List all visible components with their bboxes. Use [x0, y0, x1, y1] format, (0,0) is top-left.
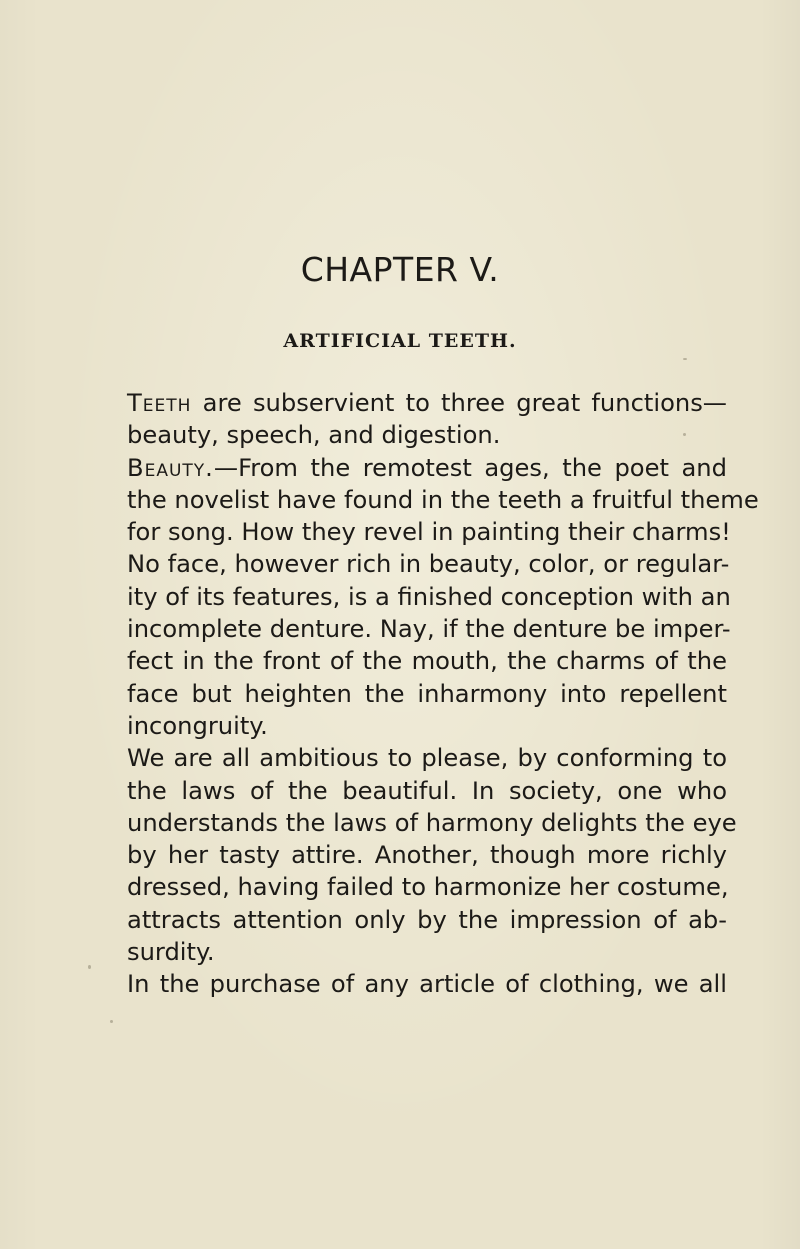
body-text — [105, 387, 759, 1001]
text-line: attracts attention only by the impression of ab- — [127, 905, 727, 934]
text-line: No face, however rich in beauty, color, or regular- — [127, 550, 730, 579]
chapter-heading: CHAPTER V. — [300, 250, 500, 289]
lead-word: Beauty. — [127, 453, 214, 482]
lead-word: Teeth — [127, 389, 192, 417]
section-heading: ARTIFICIAL TEETH. — [283, 330, 517, 352]
text-line: the novelist have found in the teeth a fruitful theme — [127, 485, 759, 514]
paper-speck — [110, 1020, 113, 1023]
text-line: Teeth are subservient to three great functions— — [127, 389, 727, 417]
text-line: In the purchase of any article of clothing, we all — [127, 970, 727, 999]
paper-speck — [683, 433, 686, 436]
text-line: Beauty.—From the remotest ages, the poet and — [127, 453, 727, 482]
text-line: by her tasty attire. Another, though more richly — [127, 841, 727, 870]
text-line: fect in the front of the mouth, the charms of the — [127, 647, 727, 676]
text-line: dressed, having failed to harmonize her costume, — [127, 873, 729, 902]
text-line: beauty, speech, and digestion. — [127, 421, 501, 450]
text-line: surdity. — [127, 938, 215, 967]
paragraph-ambition — [105, 742, 737, 968]
text-line: incongruity. — [127, 711, 268, 740]
text-line: incomplete denture. Nay, if the denture be imper- — [127, 615, 731, 644]
text-line: ity of its features, is a finished conception with an — [127, 582, 731, 611]
text-line: the laws of the beautiful. In society, one who — [127, 776, 727, 805]
text-line: understands the laws of harmony delights the eye — [127, 808, 737, 837]
paragraph-clothing — [105, 968, 727, 1000]
paragraph-teeth-intro — [105, 387, 727, 452]
paper-speck — [88, 965, 91, 969]
text-line: for song. How they revel in painting their charms! — [127, 518, 731, 547]
text-line: face but heighten the inharmony into repellent — [127, 679, 727, 708]
text-line: We are all ambitious to please, by conforming to — [127, 744, 727, 773]
paper-speck — [683, 358, 687, 360]
paragraph-beauty — [105, 452, 759, 743]
